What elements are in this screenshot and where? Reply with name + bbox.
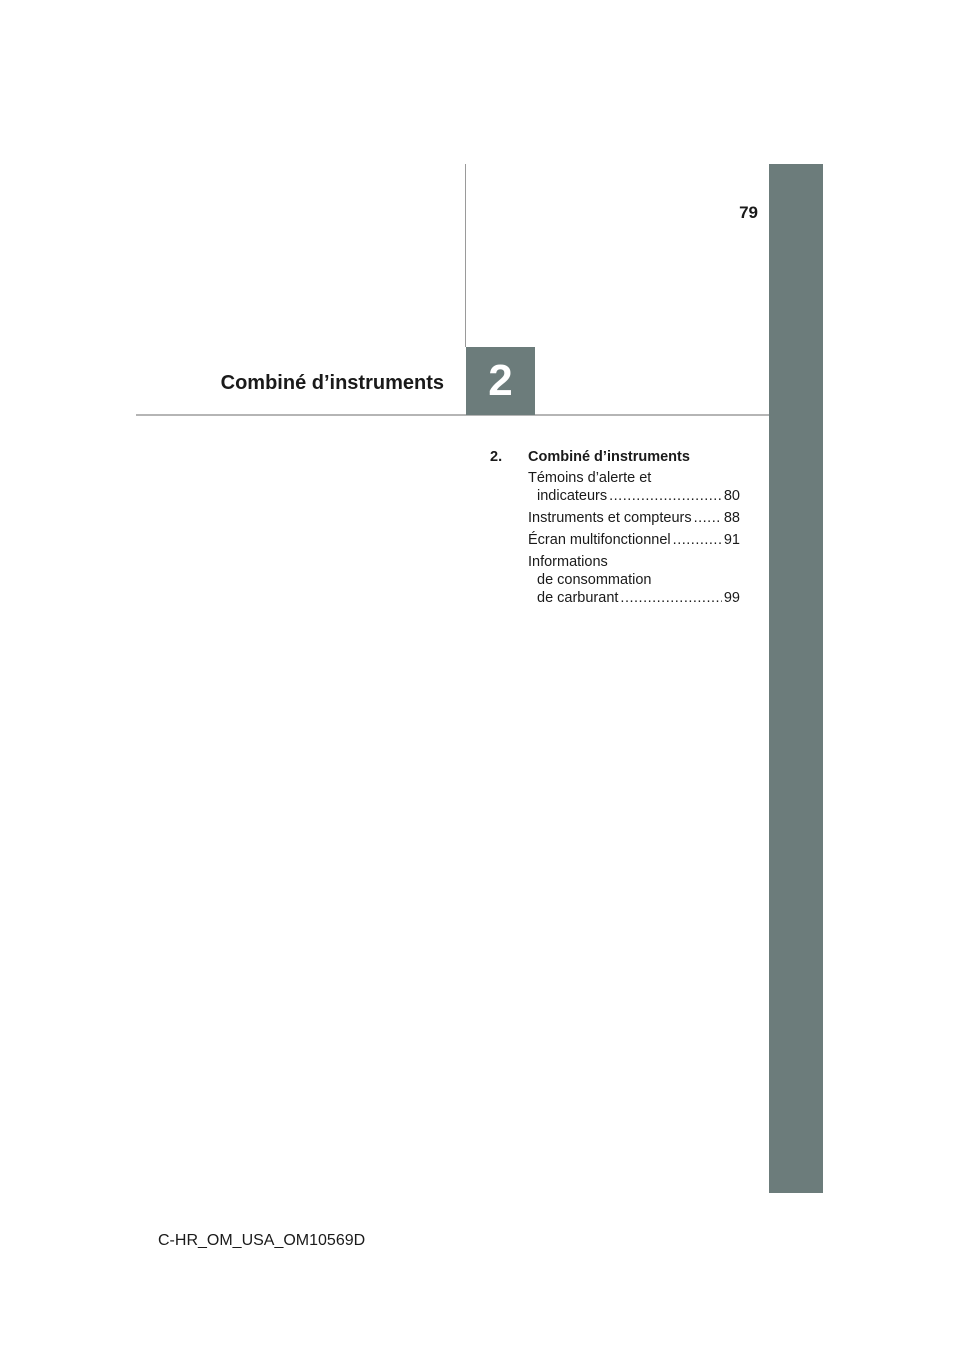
chapter-title: Combiné d’instruments	[220, 372, 444, 394]
toc-entry-page: 88	[723, 510, 740, 526]
chapter-rule	[136, 414, 769, 416]
toc-entry-title: de carburant	[537, 590, 619, 606]
toc-entry-line: Informations	[528, 554, 608, 570]
chapter-side-tab	[769, 164, 823, 1193]
table-of-contents	[490, 448, 740, 611]
document-code: C-HR_OM_USA_OM10569D	[158, 1232, 366, 1249]
chapter-number: 2	[488, 356, 513, 405]
toc-entry[interactable]	[528, 553, 740, 607]
leader-dots	[673, 531, 722, 549]
toc-section-heading	[490, 448, 740, 466]
toc-entry-page: 91	[723, 532, 740, 548]
toc-entry-page: 80	[723, 488, 740, 504]
leader-dots	[694, 509, 722, 527]
toc-section-title: Combiné d’instruments	[528, 449, 690, 465]
page-number: 79	[739, 203, 758, 222]
toc-entry-line: de consommation	[537, 572, 652, 588]
toc-entry-title: Instruments et compteurs	[528, 510, 692, 526]
toc-entry-page: 99	[723, 590, 740, 606]
leader-dots	[620, 589, 721, 607]
toc-entry-line: Témoins d’alerte et	[528, 470, 652, 486]
toc-entry-title: Écran multifonctionnel	[528, 532, 671, 548]
toc-entry[interactable]	[528, 531, 740, 549]
toc-section-number: 2.	[490, 449, 503, 465]
toc-entry[interactable]	[528, 469, 740, 505]
leader-dots	[609, 487, 722, 505]
toc-entry[interactable]	[528, 509, 740, 527]
chapter-number-box	[466, 347, 535, 415]
toc-entry-title: indicateurs	[537, 488, 608, 504]
vertical-divider	[465, 164, 466, 347]
